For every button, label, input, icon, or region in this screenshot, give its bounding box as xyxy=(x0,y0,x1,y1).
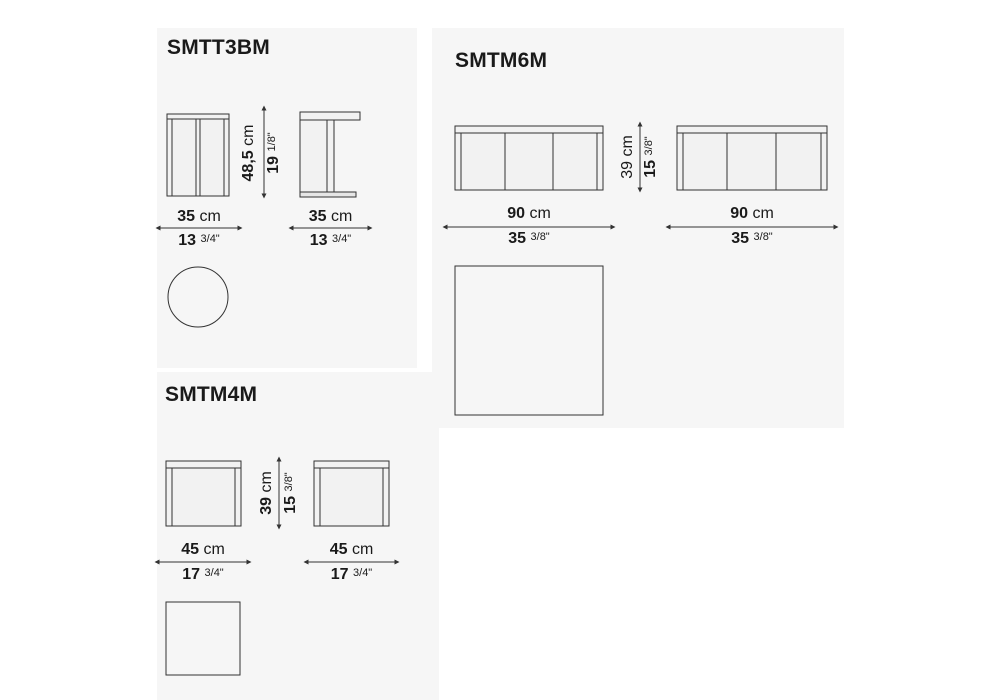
smtt3bm-title: SMTT3BM xyxy=(167,36,270,59)
smtm4m-side-width-cm: 45 cm xyxy=(329,541,374,558)
smtt3bm-front-view xyxy=(167,114,229,196)
smtm6m-front-width-in: 35 3/8" xyxy=(508,230,550,247)
smtt3bm-front-width-cm: 35 cm xyxy=(177,208,221,225)
smtm6m-title: SMTM6M xyxy=(455,49,548,72)
smtt3bm-side-view xyxy=(300,112,360,197)
smtm4m-side-width-in: 17 3/4" xyxy=(330,566,373,583)
smtm6m-side-view xyxy=(677,126,827,190)
smtm6m-side-width-cm: 90 cm xyxy=(730,205,774,222)
smtt3bm-height-in: 19 1/8" xyxy=(265,132,282,174)
smtt3bm-top-view xyxy=(168,267,228,327)
smtm4m-height-cm: 39 cm xyxy=(258,471,275,515)
smtm6m-side-width-in: 35 3/8" xyxy=(731,230,773,247)
smtm6m-top-view xyxy=(455,266,603,415)
smtm4m-front-width-in: 17 3/4" xyxy=(182,566,224,583)
smtm4m-height-in: 15 3/8" xyxy=(282,472,299,514)
smtt3bm-height-cm: 48,5 cm xyxy=(240,124,257,182)
smtm6m-height-in: 15 3/8" xyxy=(642,136,659,178)
smtt3bm-side-width-cm: 35 cm xyxy=(308,208,353,225)
smtm6m-front-width-cm: 90 cm xyxy=(507,205,551,222)
smtm4m-title: SMTM4M xyxy=(165,383,258,406)
smtt3bm-side-width-in: 13 3/4" xyxy=(309,232,352,249)
smtm4m-front-view xyxy=(166,461,241,526)
smtm4m-top-view xyxy=(166,602,240,675)
smtm6m-height-cm: 39 cm xyxy=(619,135,636,179)
smtm6m-front-view xyxy=(455,126,603,190)
smtm4m-front-width-cm: 45 cm xyxy=(181,541,225,558)
smtm4m-side-view xyxy=(314,461,389,526)
smtt3bm-front-width-in: 13 3/4" xyxy=(178,232,220,249)
